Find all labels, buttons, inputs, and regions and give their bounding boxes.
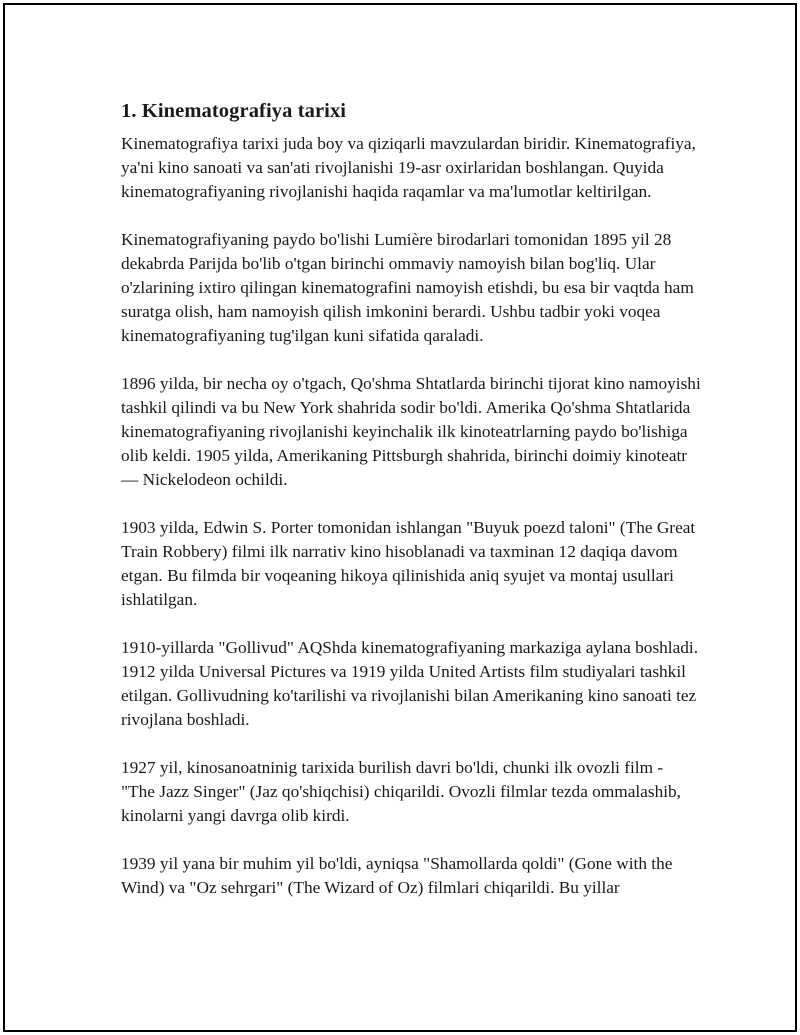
- document-body: [121, 98, 701, 924]
- paragraph-1910s: 1910-yillarda "Gollivud" AQShda kinematografiyaning markaziga aylana boshladi. 1912 yilda Universal Pictures va 1919 yilda United Artists film studiyalari tashkil etilgan. Gollivudning ko'tarilishi va rivojlanishi bilan Amerikaning kino sanoati tez rivojlana boshladi.: [121, 638, 699, 729]
- paragraph-1927: 1927 yil, kinosanoatninig tarixida burilish davri bo'ldi, chunki ilk ovozli film - "The Jazz Singer" (Jaz qo'shiqchisi) chiqarildi. Ovozli filmlar tezda ommalashib, kinolarni yangi davrga olib kirdi.: [121, 758, 681, 825]
- paragraph-intro: Kinematografiya tarixi juda boy va qiziqarli mavzulardan biridir. Kinematografiya, ya'ni kino sanoati va san'ati rivojlanishi 19-asr oxirlaridan boshlangan. Quyida kinematografiyaning rivojlanishi haqida raqamlar va ma'lumotlar keltirilgan.: [121, 134, 696, 201]
- paragraph-1903: 1903 yilda, Edwin S. Porter tomonidan ishlangan "Buyuk poezd taloni" (The Great Train Robbery) filmi ilk narrativ kino hisoblanadi va taxminan 12 daqiqa davom etgan. Bu filmda bir voqeaning hikoya qilinishida aniq syujet va montaj usullari ishlatilgan.: [121, 518, 696, 609]
- paragraph-lumiere: Kinematografiyaning paydo bo'lishi Lumière birodarlari tomonidan 1895 yil 28 dekabrda Parijda bo'lib o'tgan birinchi ommaviy namoyish bilan bog'liq. Ular o'zlarining ixtiro qilingan kinematografini namoyish etishdi, bu esa bir vaqtda ham suratga olish, ham namoyish qilish imkonini berardi. Ushbu tadbir yoki voqea kinematografiyaning tug'ilgan kuni sifatida qaraladi.: [121, 230, 694, 345]
- paragraph-1939: 1939 yil yana bir muhim yil bo'ldi, ayniqsa "Shamollarda qoldi" (Gone with the Wind) va "Oz sehrgari" (The Wizard of Oz) filmlari chiqarildi. Bu yillar: [121, 854, 673, 897]
- paragraph-1896: 1896 yilda, bir necha oy o'tgach, Qo'shma Shtatlarda birinchi tijorat kino namoyishi tashkil qilindi va bu New York shahrida sodir bo'ldi. Amerika Qo'shma Shtatlarida kinematografiyaning rivojlanishi keyinchalik ilk kinoteatrlarning paydo bo'lishiga olib keldi. 1905 yilda, Amerikaning Pittsburgh shahrida, birinchi doimiy kinoteatr — Nickelodeon ochildi.: [121, 374, 701, 489]
- page-frame: [3, 3, 797, 1032]
- document-title: 1. Kinematografiya tarixi: [121, 100, 347, 122]
